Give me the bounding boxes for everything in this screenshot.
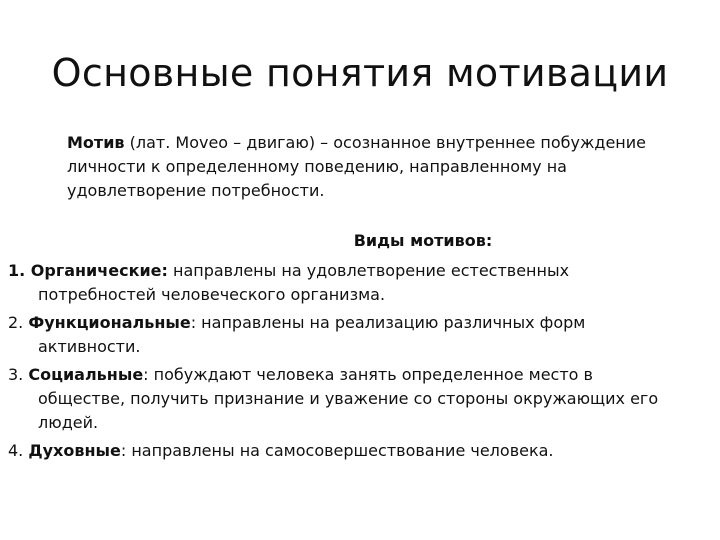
slide-title: Основные понятия мотивации <box>51 51 669 95</box>
motive-types-list <box>8 259 678 463</box>
list-item-term: Духовные <box>28 441 121 460</box>
list-item-number: 3. <box>8 365 29 384</box>
list-item-text: : направлены на самосовершествование человека. <box>120 441 554 460</box>
list-item <box>8 363 678 435</box>
definition-term: Мотив <box>67 133 125 152</box>
list-item-number: 2. <box>8 313 29 332</box>
list-item-number: 1. <box>8 261 31 280</box>
list-item-text: направлены на удовлетворение естественных потребностей человеческого организма. <box>38 261 570 304</box>
motive-definition <box>38 131 678 203</box>
list-item-text: : направлены на реализацию различных форм активности. <box>38 313 586 356</box>
list-item-term: Социальные <box>28 365 144 384</box>
list-item-term: Органические: <box>30 261 168 280</box>
list-item <box>8 439 678 463</box>
slide-body <box>8 131 678 467</box>
list-item-text: : побуждают человека занять определенное место в обществе, получить признание и уважение со стороны окружающих его людей. <box>38 365 659 432</box>
list-item-term: Функциональные <box>28 313 191 332</box>
list-item-number: 4. <box>8 441 29 460</box>
definition-text: (лат. Moveo – двигаю) – осознанное внутреннее побуждение личности к определенному поведению, направленному на удовлетворение потребности. <box>67 133 647 200</box>
types-heading: Виды мотивов: <box>353 231 493 250</box>
list-item <box>8 311 678 359</box>
list-item <box>8 259 678 307</box>
